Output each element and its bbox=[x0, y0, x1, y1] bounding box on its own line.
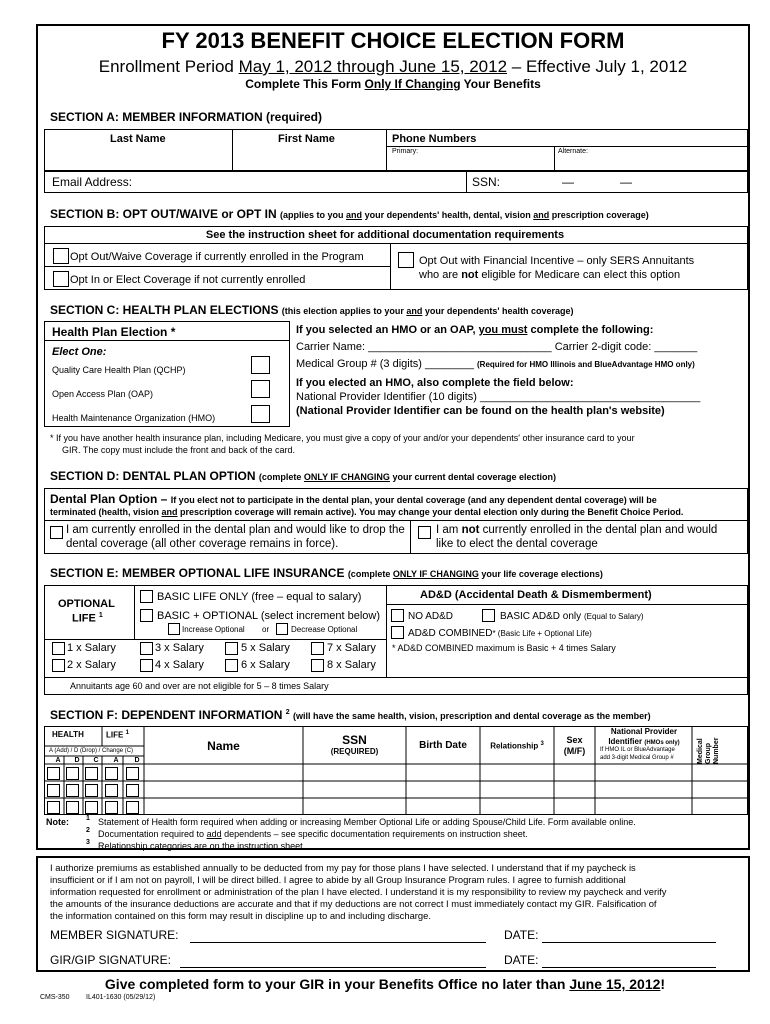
salary-1x-label: 1 x Salary bbox=[67, 642, 116, 654]
section-b-heading: SECTION B: OPT OUT/WAIVE or OPT IN (applies to you and your dependents' health, dental, vision and prescription coverage) bbox=[50, 207, 649, 221]
divider bbox=[410, 520, 411, 554]
increase-optional-checkbox[interactable] bbox=[168, 623, 180, 635]
dep3-life-add-checkbox[interactable] bbox=[105, 801, 118, 814]
salary-2x-checkbox[interactable] bbox=[52, 659, 65, 672]
authorization-text-2: insufficient or if I am not on payroll, I will be direct billed. I agree to abide by all Group Insurance Program rules. I agree to furnish additional bbox=[50, 874, 626, 885]
dep2-life-drop-checkbox[interactable] bbox=[126, 784, 139, 797]
salary-5x-label: 5 x Salary bbox=[241, 642, 290, 654]
plan-qchp-label: Quality Care Health Plan (QCHP) bbox=[52, 365, 186, 375]
note-2-num: 2 bbox=[86, 827, 90, 834]
oap-checkbox[interactable] bbox=[251, 380, 270, 398]
authorization-text-3: information requested for enrollment or administration of the plan I have elected. I understand it is my responsibility to review my paycheck and verify bbox=[50, 886, 667, 897]
last-name-field[interactable] bbox=[44, 150, 232, 171]
divider bbox=[386, 146, 748, 147]
divider bbox=[386, 585, 387, 677]
carrier-name-field[interactable]: Carrier Name: ______________________________ Carrier 2-digit code: _______ bbox=[296, 341, 698, 353]
npi-field[interactable]: National Provider Identifier (10 digits) ____________________________________ bbox=[296, 391, 701, 403]
salary-3x-checkbox[interactable] bbox=[140, 642, 153, 655]
opt-out-checkbox[interactable] bbox=[53, 248, 69, 264]
gir-date-line[interactable] bbox=[542, 967, 716, 968]
or-label: or bbox=[262, 625, 270, 634]
npi-col-header: National Provider bbox=[610, 727, 678, 736]
elect-one-label: Elect One: bbox=[52, 346, 107, 358]
divider bbox=[44, 639, 386, 640]
no-add-checkbox[interactable] bbox=[391, 609, 404, 622]
divider bbox=[466, 171, 467, 193]
drop-col-letter: D bbox=[74, 757, 80, 764]
dep1-drop-checkbox[interactable] bbox=[66, 767, 79, 780]
salary-7x-label: 7 x Salary bbox=[327, 642, 376, 654]
dep3-change-checkbox[interactable] bbox=[85, 801, 98, 814]
divider bbox=[390, 243, 391, 290]
authorization-text-5: the information contained on this form may result in discipline up to and including discharge. bbox=[50, 910, 431, 921]
adc-note: A (Add) / D (Drop) / Change (C) bbox=[49, 748, 134, 754]
salary-6x-checkbox[interactable] bbox=[225, 659, 238, 672]
ssn-required-label: (REQUIRED) bbox=[330, 747, 379, 756]
optional-life-label: OPTIONAL bbox=[58, 598, 115, 610]
divider bbox=[386, 604, 748, 605]
note-1-num: 1 bbox=[86, 815, 90, 822]
name-col-header: Name bbox=[207, 739, 240, 753]
form-revision: IL401-1630 (05/29/12) bbox=[86, 994, 156, 1001]
gir-date-label: DATE: bbox=[504, 953, 539, 967]
add-col-letter: A bbox=[55, 757, 61, 764]
primary-phone-label: Primary: bbox=[392, 148, 419, 155]
enrollment-period: Enrollment Period May 1, 2012 through June 15, 2012 – Effective July 1, 2012 bbox=[98, 57, 688, 76]
opt-in-checkbox[interactable] bbox=[53, 271, 69, 287]
dep1-life-add-checkbox[interactable] bbox=[105, 767, 118, 780]
dep2-add-checkbox[interactable] bbox=[47, 784, 60, 797]
dental-drop-label-2: dental coverage (all other coverage remains in force). bbox=[66, 538, 339, 550]
email-ssn-row bbox=[44, 171, 748, 193]
form-title: FY 2013 BENEFIT CHOICE ELECTION FORM bbox=[161, 28, 625, 53]
salary-8x-label: 8 x Salary bbox=[327, 659, 376, 671]
salary-8x-checkbox[interactable] bbox=[311, 659, 324, 672]
hmo-oap-instruction: If you selected an HMO or an OAP, you must complete the following: bbox=[296, 324, 654, 336]
member-signature-line[interactable] bbox=[190, 942, 486, 943]
ssn-label: SSN: bbox=[472, 175, 501, 189]
life-col-header: LIFE $^1$ bbox=[106, 730, 129, 740]
salary-6x-label: 6 x Salary bbox=[241, 659, 290, 671]
alternate-phone-label: Alternate: bbox=[558, 148, 588, 155]
dental-drop-label: I am currently enrolled in the dental plan and would like to drop the bbox=[66, 524, 405, 536]
health-col-header: HEALTH bbox=[52, 730, 84, 739]
dental-option-text-2: terminated (health, vision and prescription coverage will remain active). You may change your dental election only during the Benefit Choice Period. bbox=[50, 507, 684, 517]
sex-col-header: Sex bbox=[566, 735, 583, 745]
dental-drop-checkbox[interactable] bbox=[50, 526, 63, 539]
divider bbox=[134, 585, 135, 639]
no-add-label: NO AD&D bbox=[408, 611, 454, 622]
section-c-heading: SECTION C: HEALTH PLAN ELECTIONS (this election applies to your and your dependents' health coverage) bbox=[50, 303, 574, 317]
dep3-drop-checkbox[interactable] bbox=[66, 801, 79, 814]
change-col-letter: C bbox=[93, 757, 99, 764]
divider bbox=[44, 266, 390, 267]
salary-3x-label: 3 x Salary bbox=[155, 642, 204, 654]
medical-group-number-header: Medical Group Number bbox=[697, 737, 720, 764]
dep2-drop-checkbox[interactable] bbox=[66, 784, 79, 797]
decrease-optional-label: Decrease Optional bbox=[291, 625, 358, 634]
note-1-text: Statement of Health form required when adding or increasing Member Optional Life or adding Spouse/Child Life. Form available online. bbox=[98, 817, 636, 827]
qchp-checkbox[interactable] bbox=[251, 356, 270, 374]
note-3-num: 3 bbox=[86, 839, 90, 846]
npi-col-note-2: add 3-digit Medical Group # bbox=[600, 755, 674, 761]
submission-deadline: Give completed form to your GIR in your Benefits Office no later than June 15, 2012! bbox=[104, 976, 666, 992]
decrease-optional-checkbox[interactable] bbox=[276, 623, 288, 635]
hmo-instruction: If you elected an HMO, also complete the field below: bbox=[296, 377, 574, 389]
hmo-checkbox[interactable] bbox=[251, 405, 270, 423]
divider bbox=[44, 677, 748, 678]
form-code: CMS-350 bbox=[40, 994, 70, 1001]
opt-out-financial-label: Opt Out with Financial Incentive – only SERS Annuitants bbox=[419, 255, 695, 267]
basic-add-checkbox[interactable] bbox=[482, 609, 495, 622]
dep1-life-drop-checkbox[interactable] bbox=[126, 767, 139, 780]
last-name-label: Last Name bbox=[110, 133, 166, 145]
divider bbox=[554, 146, 555, 171]
basic-add-label: BASIC AD&D only (Equal to Salary) bbox=[500, 611, 644, 622]
divider bbox=[44, 340, 290, 341]
opt-in-label: Opt In or Elect Coverage if not currently enrolled bbox=[70, 274, 306, 286]
dental-elect-label: I am not currently enrolled in the dental plan and would bbox=[436, 524, 718, 536]
basic-life-only-label: BASIC LIFE ONLY (free – equal to salary) bbox=[157, 591, 362, 603]
insurance-footnote-2: GIR. The copy must include the front and back of the card. bbox=[62, 445, 295, 455]
add-max-note: * AD&D COMBINED maximum is Basic + 4 times Salary bbox=[392, 643, 616, 653]
life-drop-col-letter: D bbox=[134, 757, 140, 764]
increase-optional-label: Increase Optional bbox=[182, 625, 245, 634]
section-f-heading: SECTION F: DEPENDENT INFORMATION $^2$ (will have the same health, vision, prescription and dental coverage as the member) bbox=[50, 708, 651, 722]
add-combined-checkbox[interactable] bbox=[391, 626, 404, 639]
dep2-life-add-checkbox[interactable] bbox=[105, 784, 118, 797]
plan-oap-label: Open Access Plan (OAP) bbox=[52, 389, 154, 399]
basic-optional-label: BASIC + OPTIONAL (select increment below) bbox=[157, 610, 381, 622]
authorization-text-1: I authorize premiums as established annually to be deducted from my pay for those plans I have selected. I understand that if my paycheck is bbox=[50, 862, 636, 873]
divider bbox=[44, 243, 748, 244]
life-add-col-letter: A bbox=[113, 757, 119, 764]
member-date-line[interactable] bbox=[542, 942, 716, 943]
dep3-life-drop-checkbox[interactable] bbox=[126, 801, 139, 814]
relationship-col-header: Relationship $^3$ bbox=[490, 741, 544, 751]
basic-life-only-checkbox[interactable] bbox=[140, 590, 153, 603]
annuitants-note: Annuitants age 60 and over are not eligible for 5 – 8 times Salary bbox=[70, 681, 329, 691]
add-combined-label: AD&D COMBINED* (Basic Life + Optional Life) bbox=[408, 628, 592, 639]
medical-group-field[interactable]: Medical Group # (3 digits) ________ (Required for HMO Illinois and BlueAdvantage HMO only) bbox=[296, 358, 695, 370]
first-name-field[interactable] bbox=[233, 150, 386, 171]
salary-1x-checkbox[interactable] bbox=[52, 642, 65, 655]
basic-optional-checkbox[interactable] bbox=[140, 609, 153, 622]
member-date-label: DATE: bbox=[504, 928, 539, 942]
phone-numbers-label: Phone Numbers bbox=[392, 133, 477, 145]
salary-5x-checkbox[interactable] bbox=[225, 642, 238, 655]
add-title: AD&D (Accidental Death & Dismemberment) bbox=[420, 589, 652, 601]
dental-elect-checkbox[interactable] bbox=[418, 526, 431, 539]
insurance-footnote: * If you have another health insurance plan, including Medicare, you must give a copy of your and/or your dependents' other insurance card to your bbox=[50, 433, 635, 443]
life-label: LIFE $^1$ bbox=[72, 612, 103, 625]
notes-label: Note: bbox=[46, 817, 69, 827]
gir-signature-line[interactable] bbox=[180, 967, 486, 968]
note-3-text: Relationship categories are on the instruction sheet. bbox=[98, 841, 306, 851]
authorization-text-4: the amounts of the insurance deductions are accurate and that if my deductions are not correct I must immediately contact my GIR. Falsification of bbox=[50, 898, 657, 909]
dental-option-text: Dental Plan Option – If you elect not to participate in the dental plan, your dental coverage (and any dependent dental coverage) will be bbox=[50, 492, 657, 506]
dep1-add-checkbox[interactable] bbox=[47, 767, 60, 780]
opt-out-financial-label-2: who are not eligible for Medicare can elect this option bbox=[419, 269, 681, 281]
divider bbox=[44, 520, 748, 521]
first-name-label: First Name bbox=[278, 133, 335, 145]
ssn-col-header: SSN bbox=[342, 733, 367, 747]
ssn-dash: — bbox=[620, 175, 632, 189]
instruction-note: See the instruction sheet for additional documentation requirements bbox=[205, 229, 565, 241]
section-d-heading: SECTION D: DENTAL PLAN OPTION (complete ONLY IF CHANGING your current dental coverage election) bbox=[50, 469, 556, 483]
section-e-heading: SECTION E: MEMBER OPTIONAL LIFE INSURANCE (complete ONLY IF CHANGING your life coverage elections) bbox=[50, 566, 603, 580]
note-2-text: Documentation required to add dependents – see specific documentation requirements on instruction sheet. bbox=[98, 829, 528, 839]
dep3-add-checkbox[interactable] bbox=[47, 801, 60, 814]
birth-date-col-header: Birth Date bbox=[419, 740, 467, 751]
gir-signature-label: GIR/GIP SIGNATURE: bbox=[50, 953, 171, 967]
divider bbox=[386, 129, 387, 171]
email-label: Email Address: bbox=[52, 175, 133, 189]
health-plan-election-label: Health Plan Election * bbox=[52, 325, 176, 339]
dental-elect-label-2: like to elect the dental coverage bbox=[436, 538, 598, 550]
salary-4x-label: 4 x Salary bbox=[155, 659, 204, 671]
salary-4x-checkbox[interactable] bbox=[140, 659, 153, 672]
dep2-change-checkbox[interactable] bbox=[85, 784, 98, 797]
section-a-heading: SECTION A: MEMBER INFORMATION (required) bbox=[50, 110, 322, 124]
ssn-dash: — bbox=[562, 175, 574, 189]
opt-out-financial-checkbox[interactable] bbox=[398, 252, 414, 268]
salary-7x-checkbox[interactable] bbox=[311, 642, 324, 655]
npi-note: (National Provider Identifier can be found on the health plan's website) bbox=[296, 405, 665, 417]
plan-hmo-label: Health Maintenance Organization (HMO) bbox=[52, 413, 216, 423]
salary-2x-label: 2 x Salary bbox=[67, 659, 116, 671]
dep1-change-checkbox[interactable] bbox=[85, 767, 98, 780]
npi-col-header-2: Identifier (HMOs only) bbox=[608, 737, 680, 746]
opt-out-label: Opt Out/Waive Coverage if currently enrolled in the Program bbox=[70, 251, 364, 263]
sex-mf-label: (M/F) bbox=[563, 746, 586, 756]
member-signature-label: MEMBER SIGNATURE: bbox=[50, 928, 179, 942]
form-tagline: Complete This Form Only If Changing Your Benefits bbox=[245, 77, 541, 91]
npi-col-note: If HMO IL or BlueAdvantage bbox=[600, 747, 675, 753]
